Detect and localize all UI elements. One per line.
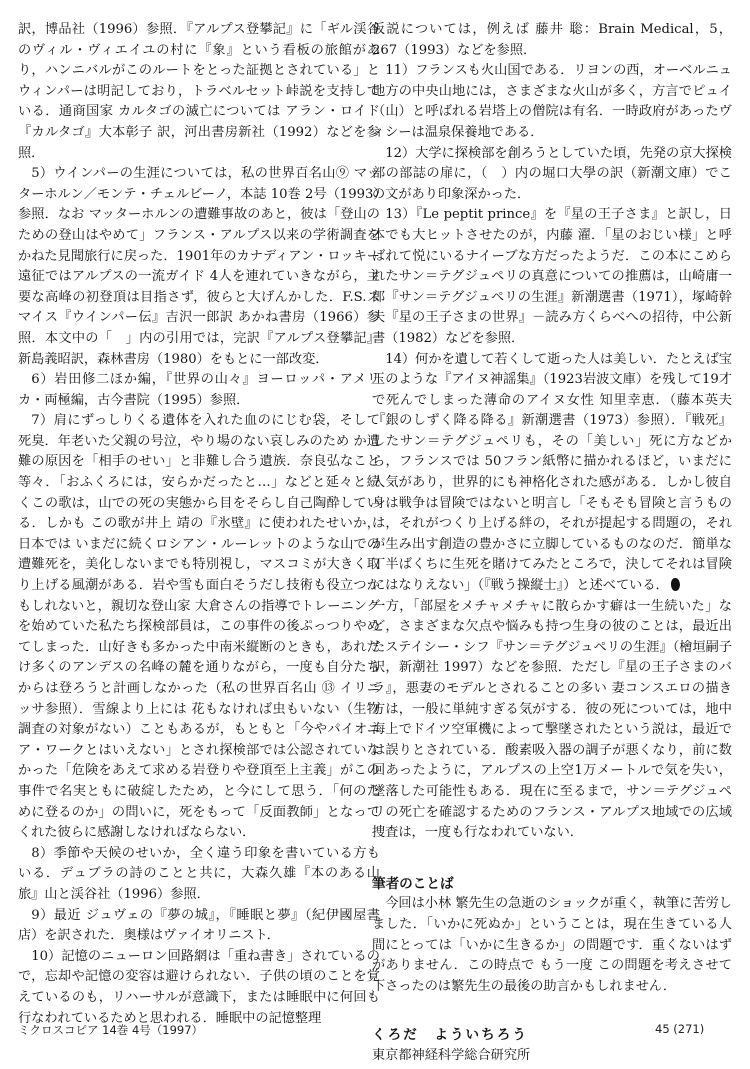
journal-footer: ミクロスコピア 14巻 4号（1997） bbox=[18, 1023, 204, 1037]
note-paragraph: 9）最近 ジュヴェの『夢の城』，『睡眠と夢』（紀伊國屋書店）を訳された．奥様はヴァイオリニスト． bbox=[18, 907, 380, 944]
note-paragraph: 仮説については，例えば 藤井 聡：Brain Medical，5，267（1993）などを参照． bbox=[372, 22, 732, 58]
note-paragraph: 8）季節や天候のせいか，全く違う印象を書いている方もいる．デュブラの詩のことと共に，大森久雄『本のある山旅』山と渓谷社（1996）参照． bbox=[18, 845, 380, 902]
note-paragraph: 11）フランスも火山国である．リヨンの西，オーベルニュ地方の中央山地には，さまざまな火山が多く，方言でピュイ（山）と呼ばれる岩塔上の僧院は有名．一時政府があったヴィシーは温泉保養地である． bbox=[372, 63, 732, 140]
note-paragraph: 一方，「部屋をメチャメチャに散らかす癖は一生続いた」など，さまざまな欠点や悩みも持つ生身の彼のことは，最近出たステイシー・シフ『サン＝テグジュペリの生涯』（檜垣嗣子訳，新潮社 1997）などを参照．ただし『星の王子さまのバラ』，悪妻のモデルとされることの多い 妻コンスエロの描き方は，一般に単純すぎる気がする．彼の死については，地中海上でドイツ空軍機によって撃墜されたという説は，最近では誤りとされている．酸素吸入器の調子が悪くなり，前に数回あったように，アルプスの上空1万メートルで気を失い，墜落した可能性もある．現在に至るまで，サン＝テグジュペリの死亡を確認するためのフランス・アルプス地域での広域捜査は，一度も行なわれていない． bbox=[372, 598, 733, 841]
note-text: 14）何かを遺して若くして逝った人は美しい．たとえば宝玉のような『アイヌ神謡集』（1923岩波文庫）を残して19才で死んでしまった薄命のアイヌ女性 知里幸恵．（藤本英夫『銀のしずく降る降る』新潮選書（1973）参照）．『戦死』したサン＝テグジュペリも，その「美しい」死に方などから，フランスでは 50フラン紙幣に描かれるほど，いまだに人気があり，世界的にも神格化された感がある．しかし彼自身は戦争は冒険ではないと明言し「そもそも冒険と言うものは，それがつくり上げる絆の，それが提起する問題の，それが生み出す創造の豊かさに立脚しているものなのだ．簡単な丁半ばくちに生死を賭けてみたところで，決してそれは冒険にはなりえない」（『戦う操縦士』）と述べている． bbox=[372, 351, 732, 594]
author-note-text: 今回は小林 繁先生の急逝のショックが重く，執筆に苦労しました．「いかに死ぬか」ということは，現在生きている人間にとっては「いかに生きるか」の問題です．重くないはずがありません．この時点で もう一度 この問題を考えさせて下さったのは繁先生の最後の助言かもしれません． bbox=[372, 896, 732, 994]
author-name: くろだ よういちろう bbox=[372, 1027, 528, 1044]
note-paragraph: 5）ウインパーの生涯については，私の世界百名山⑨ マッターホルン／モンテ・チェルビーノ，本誌 10巻 2号（1993）参照．なお マッターホルンの遭難事故のあと，彼は「登山のための登山はやめて」フランス・アルプス以来の学術調査をかねた見聞旅行に戻った．1901年のカナディアン・ロッキー遠征ではアルプスの一流ガイド 4人を連れていきながら，主要な高峰の初登頂は目指さず，彼らと大げんかした．F.S.スマイス『ウインパー伝』吉沢一郎訳 あかね書房（1966）参照．本文中の「 」内の引用では，完訳『アルプス登攀記』新島義昭訳，森林書房（1980）をもとに一部改変． bbox=[18, 166, 380, 367]
note-paragraph: 6）岩田修二ほか編，『世界の山々』ヨーロッパ・アメリカ・両極編，古今書院（1995）参照． bbox=[18, 372, 380, 408]
note-paragraph: 12）大学に探検部を創ろうとしていた頃，先発の京大探検部の部誌の扉に，（ ）内の堀口大學の訳（新潮文庫）でこの文があり印象深かった． bbox=[372, 145, 732, 202]
note-paragraph: 13）『Le peptit prince』を『星の王子さま』と訳し，日本でも大ヒットさせたのが，内藤 濯．「星のおじい様」と呼ばれて悦にいるナイーブな方だったようだ．この本にこめられたサン＝テグジュペリの真意についての推薦は，山崎庸一郎『サン＝テグジュペリの生涯』新潮選書（1971），塚崎幹夫『星の王子さまの世界』－読み方くらべへの招待，中公新書（1982）などを参照． bbox=[372, 207, 732, 346]
note-paragraph bbox=[372, 350, 732, 597]
page-number: 45 (271) bbox=[655, 1022, 705, 1036]
author-affiliation: 東京都神経科学総合研究所 bbox=[372, 1047, 531, 1063]
note-paragraph: 訳，博品社（1996）参照．『アルプス登攀記』に「ギル渓谷のヴィル・ヴィエイユの村に『象』という看板の旅館があり，ハンニバルがこのルートをとった証拠とされている」とウィンパーは明記しており，トラベルセット峠説を支持している．通商国家 カルタゴの滅亡については アラン・ロイド『カルタゴ』大本彰子 訳，河出書房新社（1992）などを参照． bbox=[18, 22, 380, 161]
right-column bbox=[372, 20, 732, 1067]
author-note-heading: 筆者のことば bbox=[372, 875, 454, 892]
note-paragraph: 7）肩にずっしりくる遺体を入れた血のにじむ袋，そして死臭．年老いた父親の号泣，やり場のない哀しみのため か遭難の原因を「相手のせい」と非難し合う遺族．奈良弘なこと等々．「おふくろには，安らかだったと…」などと延々と続くこの歌は，山での死の実態から目をそらし自己陶酔している．しかも この歌が井上 靖の『氷壁』に使われたせいか，日本では いまだに続くロシアン・ルーレットのような山での遭難死を，美化しないまでも特別視し，マスコミが大きく取り上げる風潮がある．岩や雪も面白そうだし技術も役立つかもしれないと，親切な登山家 大倉さんの指導でトレーニングを始めていた私たち探検部員は，この事件の後ぷっつりやめてしまった．山好きも多かった中南米縦断のときも，あれだけ多くのアンデスの名峰の麓を通りながら，一度も自分たちからは登ろうと計画しなかった（私の世界百名山 ⑬ イリニッサ参照）．雪線より上には 花もなければ虫もいない（生物調査の対象がない）こともあるが，もともと「今やパイオニア・ワークとはいえない」とされ探検部では公認されていなかった「危険をあえて求める岩登りや登頂至上主義」がこの事件で名実ともに破綻したため，と今にして思う．「何のために登るのか」の問いに，死をもって「反面教師」となってくれた彼らに感謝しなければならない． bbox=[18, 413, 380, 841]
ink-blot-mark bbox=[671, 578, 680, 591]
note-paragraph: 10）記憶のニューロン回路網は「重ね書き」されているので，忘却や記憶の変容は避けられない．子供の頃のことを覚えているのも，リハーサルが意識下，または睡眠中に何回も行なわれているためと思われる．睡眠中の記憶整理 bbox=[18, 948, 380, 1026]
left-column bbox=[18, 20, 380, 1029]
